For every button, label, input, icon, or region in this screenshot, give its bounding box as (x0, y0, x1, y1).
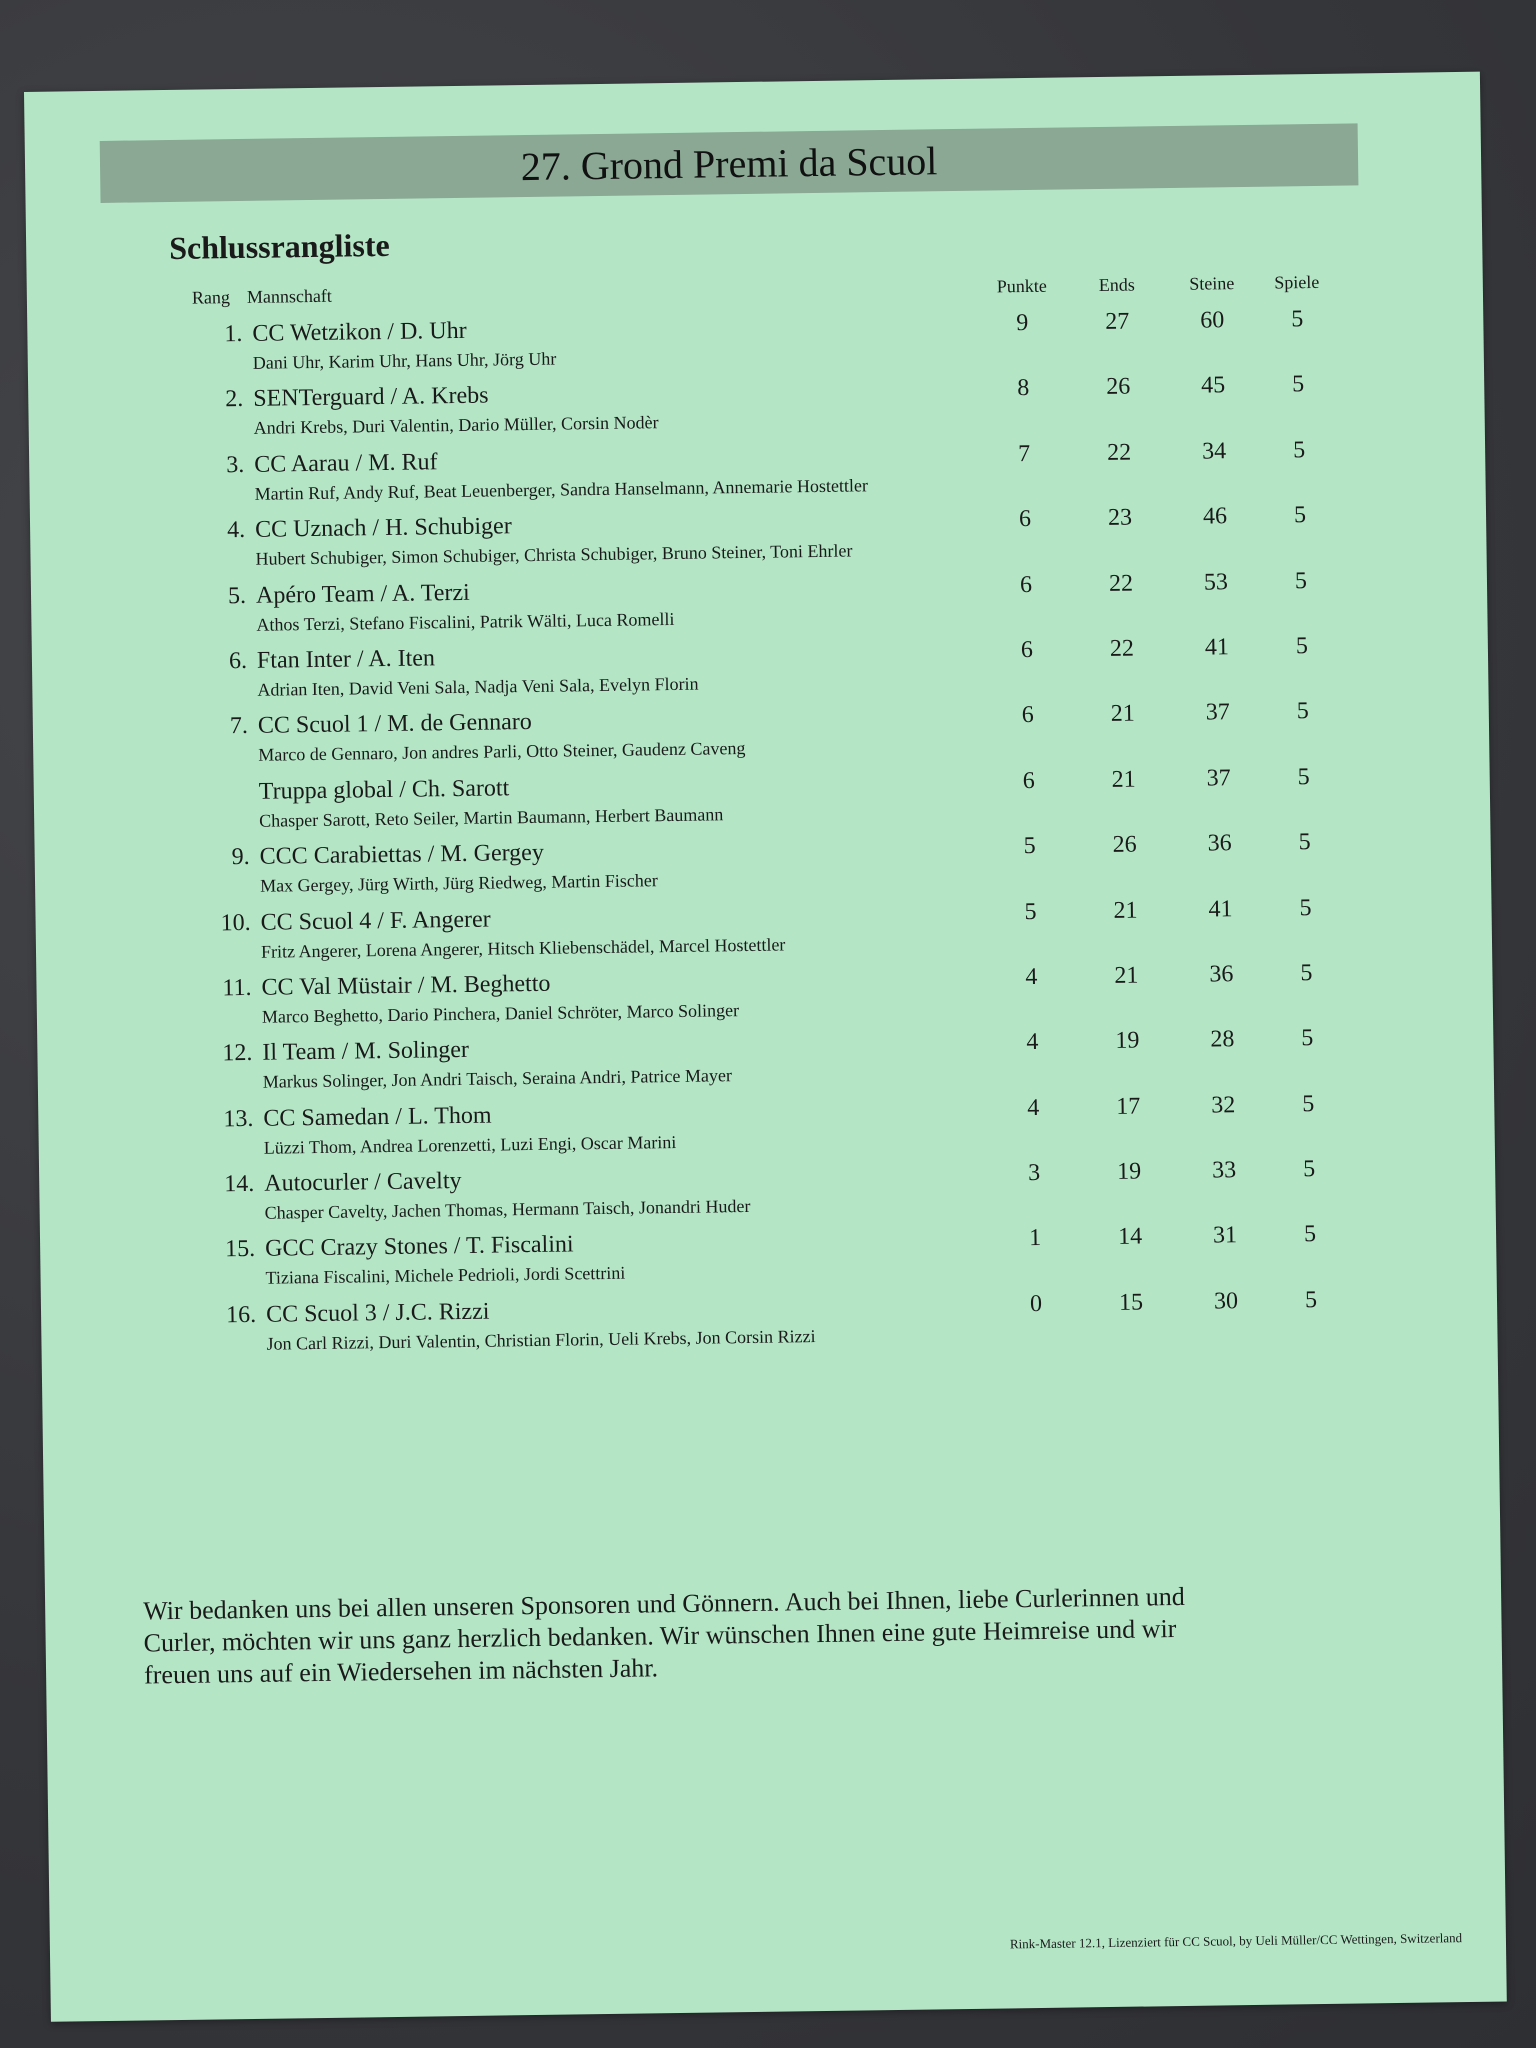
punkte-value: 4 (1027, 1094, 1040, 1121)
ends-value: 26 (1106, 373, 1131, 401)
punkte-value: 0 (1029, 1290, 1043, 1317)
steine-value: 37 (1206, 764, 1231, 792)
spiele-value: 5 (1298, 829, 1311, 856)
spiele-value: 5 (1301, 1025, 1314, 1052)
header-spiele: Spiele (1274, 271, 1320, 293)
punkte-value: 6 (1018, 506, 1032, 533)
rank-number: 2. (225, 386, 244, 413)
spiele-value: 5 (1294, 567, 1308, 594)
ends-value: 21 (1113, 897, 1138, 924)
player-list: Martin Ruf, Andy Ruf, Beat Leuenberger, Sandra Hanselmann, Annemarie Hostettler (254, 475, 869, 504)
player-list: Jon Carl Rizzi, Duri Valentin, Christian Florin, Ueli Krebs, Jon Corsin Rizzi (266, 1325, 816, 1354)
rank-number: 16. (225, 1301, 257, 1329)
ends-value: 21 (1114, 962, 1139, 989)
spiele-value: 5 (1304, 1286, 1318, 1314)
ends-value: 19 (1115, 1027, 1140, 1055)
ends-value: 21 (1110, 700, 1135, 728)
ends-value: 14 (1117, 1223, 1143, 1251)
footer-credit: Rink-Master 12.1, Lizenziert für CC Scuol, by Ueli Müller/CC Wettingen, Switzerland (1009, 1930, 1463, 1952)
ends-value: 27 (1105, 308, 1130, 335)
player-list: Markus Solinger, Jon Andri Taisch, Seraina Andri, Patrice Mayer (262, 1065, 733, 1093)
punkte-value: 4 (1025, 963, 1038, 991)
steine-value: 53 (1203, 568, 1229, 596)
ends-value: 15 (1118, 1289, 1144, 1316)
closing-line: Curler, möchten wir uns ganz herzlich bedanken. Wir wünschen Ihnen eine gute Heimreise und wir (143, 1614, 1177, 1658)
punkte-value: 6 (1019, 571, 1033, 598)
spiele-value: 5 (1291, 306, 1304, 333)
rank-number: 14. (224, 1170, 255, 1198)
steine-value: 45 (1201, 372, 1226, 399)
player-list: Tiziana Fiscalini, Michele Pedrioli, Jordi Scettrini (265, 1263, 626, 1289)
steine-value: 36 (1209, 961, 1234, 988)
ends-value: 26 (1112, 831, 1137, 858)
header-rang: Rang (191, 287, 231, 308)
punkte-value: 1 (1028, 1225, 1042, 1252)
steine-value: 41 (1208, 895, 1233, 923)
ranking-sheet (24, 72, 1507, 2022)
rank-number: 4. (226, 517, 246, 544)
closing-line: Wir bedanken uns bei allen unseren Sponsoren und Gönnern. Auch bei Ihnen, liebe Curlerinnen und (143, 1581, 1185, 1626)
rank-number (199, 779, 249, 780)
header-steine: Steine (1189, 273, 1235, 294)
team-name: Autocurler / Cavelty (264, 1168, 462, 1197)
rank-number: 9. (231, 844, 250, 871)
rank-number: 7. (229, 713, 249, 740)
player-list: Marco de Gennaro, Jon andres Parli, Otto Steiner, Gaudenz Caveng (258, 738, 746, 766)
rank-number: 12. (222, 1040, 253, 1067)
steine-value: 36 (1207, 830, 1232, 857)
team-name: CC Wetzikon / D. Uhr (252, 317, 467, 347)
team-name: CC Uznach / H. Schubiger (254, 513, 512, 543)
rank-number: 1. (224, 320, 243, 348)
steine-value: 28 (1210, 1026, 1235, 1053)
punkte-value: 5 (1023, 833, 1036, 860)
rank-number: 5. (227, 582, 247, 609)
player-list: Lüzzi Thom, Andrea Lorenzetti, Luzi Engi, Oscar Marini (263, 1131, 677, 1158)
spiele-value: 5 (1302, 1156, 1316, 1183)
closing-message (143, 1579, 1344, 1692)
steine-value: 34 (1201, 438, 1227, 465)
team-name: CC Samedan / L. Thom (263, 1102, 492, 1132)
ends-value: 21 (1111, 766, 1136, 793)
steine-value: 30 (1213, 1288, 1239, 1315)
player-list: Max Gergey, Jürg Wirth, Jürg Riedweg, Martin Fischer (259, 870, 658, 896)
team-name: GCC Crazy Stones / T. Fiscalini (264, 1231, 574, 1263)
steine-value: 32 (1211, 1091, 1236, 1119)
steine-value: 60 (1200, 307, 1225, 334)
steine-value: 31 (1212, 1222, 1238, 1249)
team-name: Ftan Inter / A. Iten (256, 645, 436, 674)
team-name: CC Scuol 4 / F. Angerer (260, 906, 491, 936)
player-list: Chasper Sarott, Reto Seiler, Martin Baumann, Herbert Baumann (259, 804, 724, 831)
rank-number: 11. (222, 974, 252, 1002)
rank-number: 10. (220, 909, 251, 936)
rank-number: 6. (228, 647, 248, 675)
rank-number: 13. (223, 1105, 254, 1133)
document-title: 27. Grond Premi da Scuol (520, 137, 938, 189)
spiele-value: 5 (1297, 763, 1310, 791)
spiele-value: 5 (1299, 894, 1312, 921)
player-list: Chasper Cavelty, Jachen Thomas, Hermann Taisch, Jonandri Huder (264, 1196, 751, 1223)
player-list: Fritz Angerer, Lorena Angerer, Hitsch Kliebenschädel, Marcel Hostettler (260, 933, 786, 962)
steine-value: 33 (1211, 1157, 1237, 1184)
ends-value: 22 (1108, 570, 1134, 597)
spiele-value: 5 (1293, 502, 1307, 529)
team-name: CC Val Müstair / M. Beghetto (261, 970, 551, 1001)
spiele-value: 5 (1296, 698, 1309, 725)
punkte-value: 8 (1017, 375, 1030, 402)
player-list: Marco Beghetto, Dario Pinchera, Daniel Schröter, Marco Solinger (261, 1000, 740, 1027)
spiele-value: 5 (1292, 436, 1306, 464)
closing-line: freuen uns auf ein Wiedersehen im nächsten Jahr. (143, 1653, 659, 1690)
ends-value: 23 (1107, 504, 1133, 532)
spiele-value: 5 (1302, 1090, 1315, 1117)
title-banner (100, 123, 1359, 203)
team-name: Apéro Team / A. Terzi (255, 579, 470, 609)
punkte-value: 9 (1016, 310, 1029, 337)
ends-value: 17 (1116, 1093, 1141, 1120)
player-list: Hubert Schubiger, Simon Schubiger, Christa Schubiger, Bruno Steiner, Toni Ehrler (255, 540, 853, 569)
steine-value: 46 (1202, 503, 1228, 530)
team-name: CCC Carabiettas / M. Gergey (259, 839, 545, 870)
header-mannschaft: Mannschaft (246, 285, 332, 307)
punkte-value: 3 (1028, 1159, 1041, 1187)
player-list: Dani Uhr, Karim Uhr, Hans Uhr, Jörg Uhr (252, 348, 557, 373)
punkte-value: 6 (1021, 702, 1034, 729)
rank-number: 15. (225, 1236, 256, 1263)
team-name: SENTerguard / A. Krebs (253, 382, 489, 413)
team-name: CC Scuol 1 / M. de Gennaro (257, 709, 533, 740)
player-list: Andri Krebs, Duri Valentin, Dario Müller, Corsin Nodèr (253, 412, 659, 439)
punkte-value: 6 (1020, 636, 1034, 664)
team-name: Il Team / M. Solinger (262, 1037, 470, 1067)
player-list: Athos Terzi, Stefano Fiscalini, Patrik Wälti, Luca Romelli (256, 608, 675, 635)
ranking-table (192, 305, 1406, 1368)
spiele-value: 5 (1303, 1221, 1317, 1248)
spiele-value: 5 (1292, 371, 1305, 398)
ends-value: 19 (1117, 1158, 1142, 1185)
punkte-value: 7 (1017, 440, 1031, 467)
player-list: Adrian Iten, David Veni Sala, Nadja Veni Sala, Evelyn Florin (257, 673, 699, 700)
rank-number: 3. (226, 451, 245, 478)
team-name: CC Scuol 3 / J.C. Rizzi (265, 1298, 490, 1328)
punkte-value: 4 (1026, 1029, 1039, 1056)
header-ends: Ends (1098, 274, 1135, 296)
ends-value: 22 (1109, 635, 1135, 662)
steine-value: 37 (1205, 699, 1230, 726)
punkte-value: 6 (1022, 767, 1035, 794)
header-punkte: Punkte (996, 275, 1047, 297)
team-name: Truppa global / Ch. Sarott (258, 775, 510, 805)
steine-value: 41 (1204, 634, 1230, 661)
punkte-value: 5 (1024, 898, 1037, 925)
spiele-value: 5 (1295, 633, 1309, 660)
spiele-value: 5 (1300, 960, 1313, 987)
ends-value: 22 (1106, 439, 1132, 466)
team-name: CC Aarau / M. Ruf (254, 449, 438, 478)
document-subtitle: Schlussrangliste (168, 226, 390, 266)
